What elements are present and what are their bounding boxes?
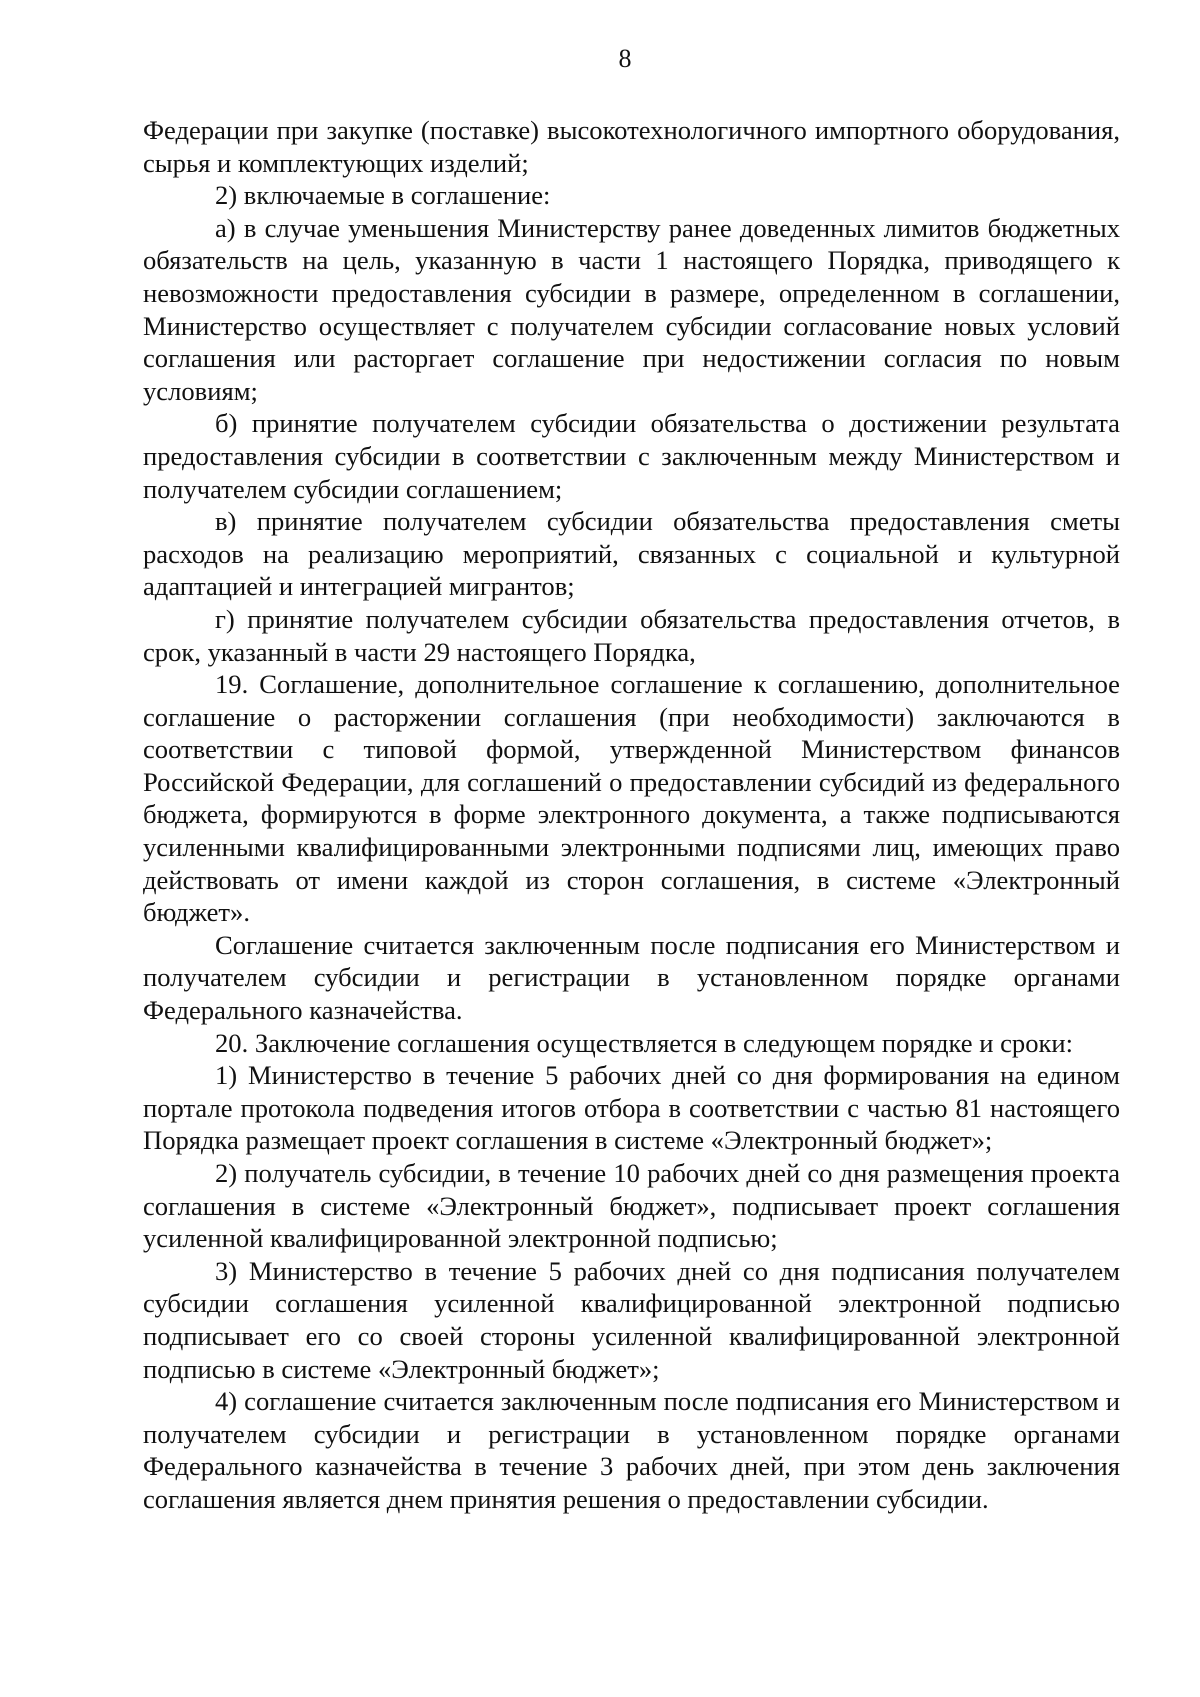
- paragraph-subitem-g: г) принятие получателем субсидии обязательства предоставления отчетов, в срок, указанный в части 29 настоящего Порядка,: [143, 603, 1120, 667]
- paragraph-step-2: 2) получатель субсидии, в течение 10 рабочих дней со дня размещения проекта соглашения в системе «Электронный бюджет», подписывает проект соглашения усиленной квалифицированной электронной подписью;: [143, 1158, 1120, 1254]
- paragraph-step-3: 3) Министерство в течение 5 рабочих дней со дня подписания получателем субсидии соглашения усиленной квалифицированной электронной подписью подписывает его со своей стороны усиленной квалифицированной электронной подписью в системе «Электронный бюджет»;: [143, 1255, 1120, 1384]
- paragraph-subitem-b: б) принятие получателем субсидии обязательства о достижении результата предоставления субсидии в соответствии с заключенным между Министерством и получателем субсидии соглашением;: [143, 408, 1120, 504]
- page-number: 8: [618, 44, 632, 73]
- paragraph-agreement-concluded: Соглашение считается заключенным после подписания его Министерством и получателем субсидии и регистрации в установленном порядке органами Федерального казначейства.: [143, 929, 1120, 1026]
- paragraph-step-1: 1) Министерство в течение 5 рабочих дней со дня формирования на едином портале протокола подведения итогов отбора в соответствии с частью 81 настоящего Порядка размещает проект соглашения в системе «Электронный бюджет»;: [143, 1060, 1120, 1156]
- paragraph-subitem-v: в) принятие получателем субсидии обязательства предоставления сметы расходов на реализацию мероприятий, связанных с социальной и культурной адаптацией и интеграцией мигрантов;: [143, 506, 1120, 602]
- paragraph-continuation: Федерации при закупке (поставке) высокотехнологичного импортного оборудования, сырья и комплектующих изделий;: [143, 115, 1120, 178]
- paragraph-subitem-a: а) в случае уменьшения Министерству ранее доведенных лимитов бюджетных обязательств на цель, указанную в части 1 настоящего Порядка, приводящего к невозможности предоставления субсидии в размере, определенном в соглашении, Министерство осуществляет с получателем субсидии согласование новых условий соглашения или расторгает соглашение при недостижении согласия по новым условиям;: [143, 212, 1120, 406]
- paragraph-step-4: 4) соглашение считается заключенным после подписания его Министерством и получателем субсидии и регистрации в установленном порядке органами Федерального казначейства в течение 3 рабочих дней, при этом день заключения соглашения является днем принятия решения о предоставлении субсидии.: [143, 1386, 1120, 1514]
- paragraph-item-2: 2) включаемые в соглашение:: [215, 180, 551, 211]
- paragraph-section-20: 20. Заключение соглашения осуществляется в следующем порядке и сроки:: [215, 1027, 1074, 1058]
- paragraph-section-19: 19. Соглашение, дополнительное соглашение к соглашению, дополнительное соглашение о расторжении соглашения (при необходимости) заключаются в соответствии с типовой формой, утвержденной Министерством финансов Российской Федерации, для соглашений о предоставлении субсидий из федерального бюджета, формируются в форме электронного документа, а также подписываются усиленными квалифицированными электронными подписями лиц, имеющих право действовать от имени каждой из сторон соглашения, в системе «Электронный бюджет».: [143, 669, 1120, 928]
- document-body: [143, 114, 1120, 1516]
